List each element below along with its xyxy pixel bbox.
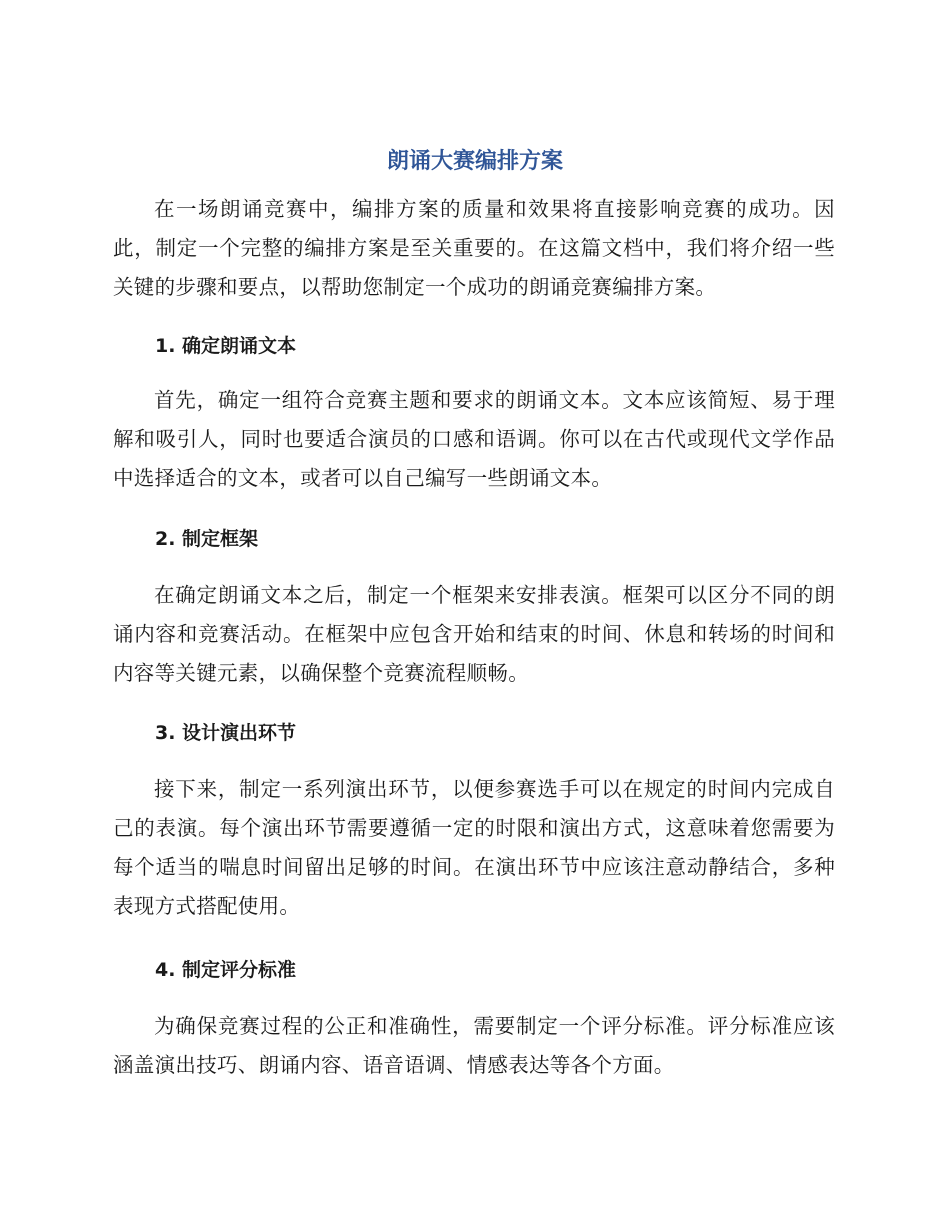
section-heading-2: 2. 制定框架 <box>155 528 259 550</box>
section-heading-3: 3. 设计演出环节 <box>155 722 297 744</box>
section-body-1: 首先，确定一组符合竞赛主题和要求的朗诵文本。文本应该简短、易于理解和吸引人，同时也要适合演员的口感和语调。你可以在古代或现代文学作品中选择适合的文本，或者可以自己编写一些朗诵文本。 <box>113 388 835 490</box>
section-body-4: 为确保竞赛过程的公正和准确性，需要制定一个评分标准。评分标准应该涵盖演出技巧、朗诵内容、语音语调、情感表达等各个方面。 <box>113 1014 835 1077</box>
section-heading-4: 4. 制定评分标准 <box>155 959 297 981</box>
section-body-2: 在确定朗诵文本之后，制定一个框架来安排表演。框架可以区分不同的朗诵内容和竞赛活动。在框架中应包含开始和结束的时间、休息和转场的时间和内容等关键元素，以确保整个竞赛流程顺畅。 <box>113 583 835 685</box>
document-title: 朗诵大赛编排方案 <box>386 149 563 174</box>
section-body-3: 接下来，制定一系列演出环节，以便参赛选手可以在规定的时间内完成自己的表演。每个演出环节需要遵循一定的时限和演出方式，这意味着您需要为每个适当的喘息时间留出足够的时间。在演出环节中应该注意动静结合，多种表现方式搭配使用。 <box>113 777 835 918</box>
intro-paragraph: 在一场朗诵竞赛中，编排方案的质量和效果将直接影响竞赛的成功。因此，制定一个完整的编排方案是至关重要的。在这篇文档中，我们将介绍一些关键的步骤和要点，以帮助您制定一个成功的朗诵竞赛编排方案。 <box>113 197 835 299</box>
section-heading-1: 1. 确定朗诵文本 <box>155 335 297 357</box>
